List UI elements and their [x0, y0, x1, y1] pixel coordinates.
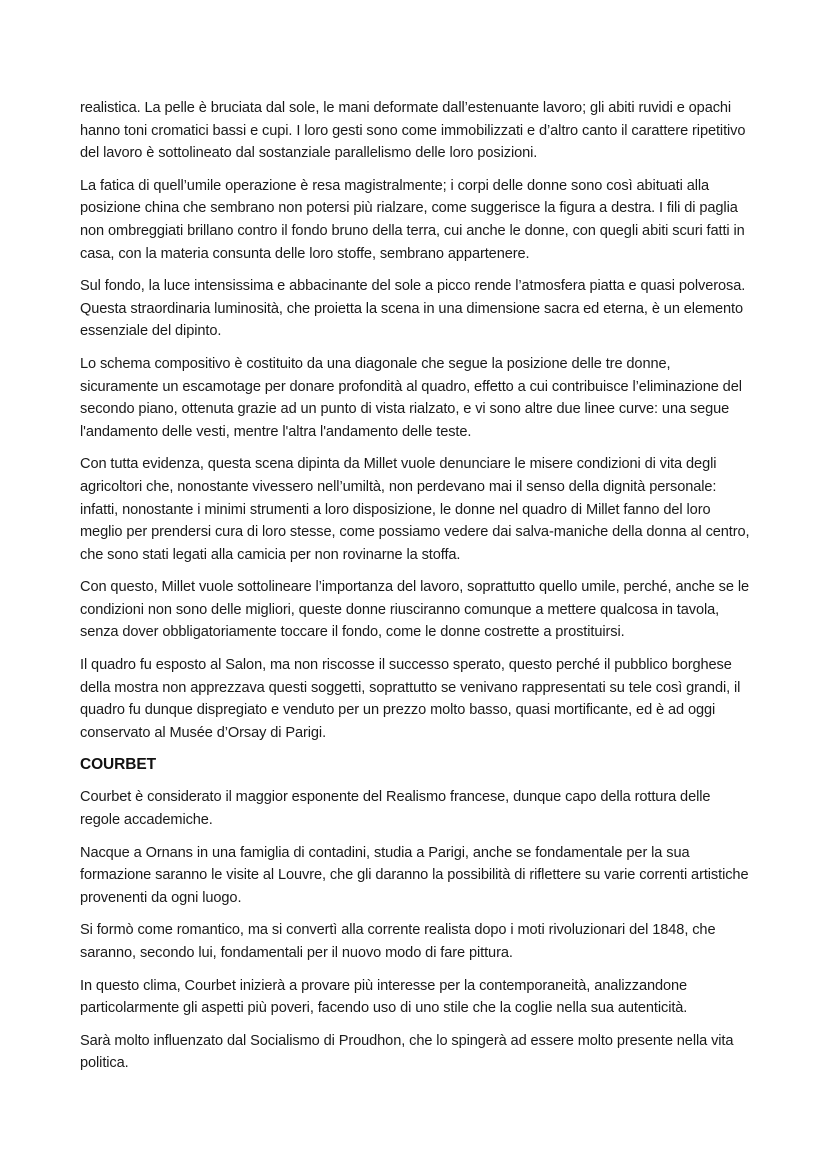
- paragraph-courbet-formation: Si formò come romantico, ma si convertì alla corrente realista dopo i moti rivoluzionari del 1848, che saranno, secondo lui, fondamentali per il nuovo modo di fare pittura.: [80, 922, 716, 961]
- paragraph-realism-description: realistica. La pelle è bruciata dal sole, le mani deformate dall’estenuante lavoro; gli abiti ruvidi e opachi hanno toni cromatici bassi e cupi. I loro gesti sono come immobilizzati e d’altro canto il carattere ripetitivo del lavoro è sottolineato dal sostanziale parallelismo delle loro posizioni.: [80, 100, 746, 162]
- paragraph-courbet-origins: Nacque a Ornans in una famiglia di contadini, studia a Parigi, anche se fondamentale per la sua formazione saranno le visite al Louvre, che gli daranno la possibilità di riflettere su varie correnti artistiche provenenti da ogni luogo.: [80, 844, 749, 906]
- paragraph-courbet-socialism: Sarà molto influenzato dal Socialismo di Proudhon, che lo spingerà ad essere molto presente nella vita politica.: [80, 1032, 734, 1072]
- paragraph-fatigue: La fatica di quell’umile operazione è resa magistralmente; i corpi delle donne sono così abituati alla posizione china che sembrano non potersi più rialzare, come suggerisce la figura a destra. I fili di paglia non ombreggiati brillano contro il fondo bruno della terra, cui anche le donne, con quegli abiti scuri fatti in casa, con la materia consunta delle loro stoffe, sembrano appartenere.: [80, 177, 745, 262]
- paragraph-courbet-contemporaneity: In questo clima, Courbet inizierà a provare più interesse per la contemporaneità, analizzandone particolarmente gli aspetti più poveri, facendo uso di uno stile che la coglie nella sua autenticità.: [80, 977, 688, 1017]
- section-heading-courbet: COURBET: [80, 756, 156, 774]
- paragraph-composition: Lo schema compositivo è costituito da una diagonale che segue la posizione delle tre donne, sicuramente un escamotage per donare profondità al quadro, effetto a cui contribuisce l’eliminazione del secondo piano, ottenuta grazie ad un punto di vista rialzato, e vi sono altre due linee curve: una segue l'andamento delle vesti, mentre l'altra l'andamento delle teste.: [80, 355, 742, 440]
- paragraph-salon: Il quadro fu esposto al Salon, ma non riscosse il successo sperato, questo perché il pubblico borghese della mostra non apprezzava questi soggetti, soprattutto se venivano rappresentati su tele così grandi, il quadro fu dunque dispregiato e venduto per un prezzo molto basso, quasi mortificante, ed è ad oggi conservato al Musée d’Orsay di Parigi.: [80, 657, 741, 741]
- paragraph-courbet-intro: Courbet è considerato il maggior esponente del Realismo francese, dunque capo della rottura delle regole accademiche.: [80, 789, 711, 829]
- paragraph-light: Sul fondo, la luce intensissima e abbacinante del sole a picco rende l’atmosfera piatta e quasi polverosa. Questa straordinaria luminosità, che proietta la scena in una dimensione sacra ed eterna, è un elemento essenziale del dipinto.: [80, 278, 746, 340]
- document-body: [80, 97, 752, 1085]
- paragraph-denunciation: Con tutta evidenza, questa scena dipinta da Millet vuole denunciare le misere condizioni di vita degli agricoltori che, nonostante vivessero nell’umiltà, non perdevano mai il senso della dignità personale: infatti, nonostante i minimi strumenti a loro disposizione, le donne nel quadro di Millet fanno del loro meglio per prendersi cura di loro stesse, come possiamo vedere dai salva-maniche della donna al centro, che sono stati legati alla camicia per non rovinarne la stoffa.: [80, 456, 750, 563]
- paragraph-work-importance: Con questo, Millet vuole sottolineare l’importanza del lavoro, soprattutto quello umile, perché, anche se le condizioni non sono delle migliori, queste donne riusciranno comunque a mettere qualcosa in tavola, senza dover obbligatoriamente toccare il fondo, come le donne costrette a prostituirsi.: [80, 579, 750, 641]
